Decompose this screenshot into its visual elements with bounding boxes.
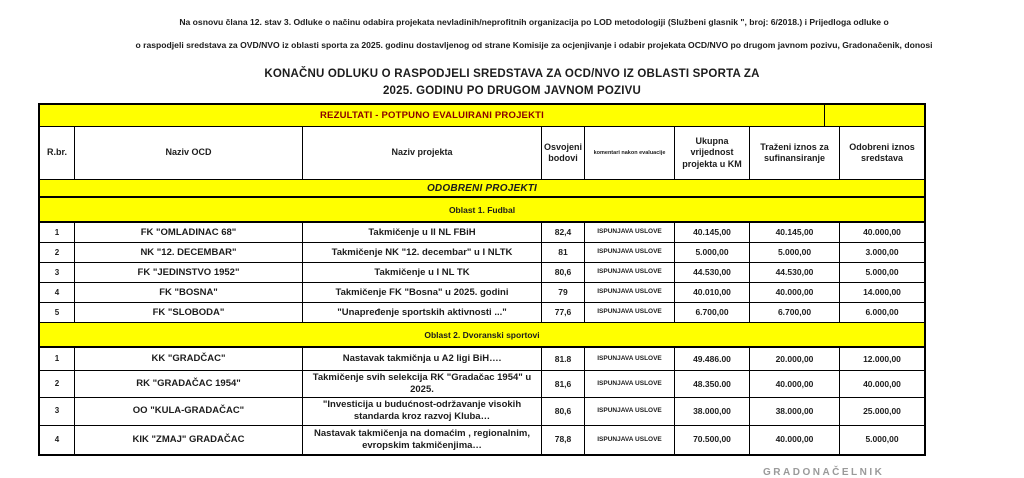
cell-odobreni-iznos: 25.000,00 [863, 405, 901, 416]
cell-rbr: 2 [40, 371, 75, 397]
cell-trazeni-iznos: 40.000,00 [750, 283, 840, 302]
intro-line-1: Na osnovu člana 12. stav 3. Odluke o načinu odabira projekata nevladinih/neprofitnih organizacija po LOD metodologiji (Službeni glasnik ", broj: 6/2018.) i Prijedloga odluke o [179, 17, 889, 27]
cell-komentar: ISPUNJAVA USLOVE [585, 348, 675, 370]
cell-komentar: ISPUNJAVA USLOVE [585, 303, 675, 322]
cell-ukupna-vrijednost: 70.500,00 [675, 426, 750, 454]
oblast2-rows [40, 348, 924, 454]
cell-komentar: ISPUNJAVA USLOVE [585, 371, 675, 397]
cell-odobreni-iznos: 40.000,00 [863, 378, 901, 389]
banner-row [40, 105, 924, 127]
cell-trazeni-iznos: 5.000,00 [750, 243, 840, 262]
cell-rbr: 4 [40, 283, 75, 302]
cell-komentar: ISPUNJAVA USLOVE [585, 283, 675, 302]
cell-bodovi: 77,6 [542, 303, 585, 322]
column-header-row [40, 127, 924, 180]
cell-komentar: ISPUNJAVA USLOVE [585, 398, 675, 425]
intro-paragraph [55, 11, 1013, 57]
cell-ukupna-vrijednost: 44.530,00 [675, 263, 750, 282]
cell-odobreni-iznos: 6.000,00 [865, 307, 899, 318]
cell-rbr: 1 [40, 223, 75, 242]
cell-bodovi: 79 [542, 283, 585, 302]
cell-rbr: 1 [40, 348, 75, 370]
cell-trazeni-iznos: 40.145,00 [750, 223, 840, 242]
cell-bodovi: 81.8 [542, 348, 585, 370]
table-row [40, 223, 924, 243]
section-approved-header: ODOBRENI PROJEKTI [40, 180, 924, 198]
cell-komentar: ISPUNJAVA USLOVE [585, 243, 675, 262]
cell-trazeni-iznos: 40.000,00 [750, 371, 840, 397]
cell-naziv-projekta: Nastavak takmičnja u A2 ligi BiH…. [303, 348, 542, 370]
title-line-1: KONAČNU ODLUKU O RASPODJELI SREDSTAVA ZA OCD/NVO IZ OBLASTI SPORTA ZA [264, 68, 760, 80]
signature-line: GRADONAČELNIK [763, 467, 885, 478]
cell-trazeni-iznos: 20.000,00 [750, 348, 840, 370]
col-header-odobreni-iznos: Odobreni iznos sredstava [849, 141, 915, 163]
col-header-ukupna-vrijednost: Ukupna vrijednost projekta u KM [675, 127, 750, 179]
cell-naziv-ocd: RK "GRADAČAC 1954" [75, 371, 303, 397]
table-row [40, 283, 924, 303]
cell-naziv-ocd: FK "JEDINSTVO 1952" [75, 263, 303, 282]
cell-bodovi: 78,8 [542, 426, 585, 454]
intro-line-2: o raspodjeli sredstava za OVD/NVO iz oblasti sporta za 2025. godinu dostavljenog od strane Komisije za ocjenjivanje i odabir projekata OCD/NVO po drugom javnom pozivu, Gradonačenik, donosi [135, 40, 933, 50]
cell-odobreni-iznos: 5.000,00 [865, 434, 899, 445]
col-header-naziv-projekta: Naziv projekta [303, 127, 542, 179]
cell-naziv-projekta: Nastavak takmičenja na domaćim , regionalnim, evropskim takmičenjima… [303, 426, 542, 454]
cell-odobreni-iznos: 5.000,00 [865, 267, 899, 278]
cell-bodovi: 81,6 [542, 371, 585, 397]
cell-komentar: ISPUNJAVA USLOVE [585, 426, 675, 454]
cell-rbr: 4 [40, 426, 75, 454]
col-header-rbr: R.br. [40, 127, 75, 179]
cell-naziv-ocd: KIK "ZMAJ" GRADAČAC [75, 426, 303, 454]
title-line-2: 2025. GODINU PO DRUGOM JAVNOM POZIVU [382, 85, 642, 97]
table-row [40, 371, 924, 398]
cell-ukupna-vrijednost: 48.350.00 [675, 371, 750, 397]
cell-naziv-projekta: Takmičenje svih selekcija RK "Gradačac 1954" u 2025. [303, 371, 542, 397]
decision-title [0, 66, 1024, 100]
col-header-trazeni-iznos: Traženi iznos za sufinansiranje [750, 127, 840, 179]
cell-komentar: ISPUNJAVA USLOVE [585, 223, 675, 242]
cell-ukupna-vrijednost: 49.486.00 [675, 348, 750, 370]
cell-rbr: 3 [40, 398, 75, 425]
cell-rbr: 2 [40, 243, 75, 262]
cell-rbr: 3 [40, 263, 75, 282]
cell-ukupna-vrijednost: 40.145,00 [675, 223, 750, 242]
cell-odobreni-iznos: 40.000,00 [863, 227, 901, 238]
col-header-komentari: komentari nakon evaluacije [585, 127, 675, 179]
banner-label: REZULTATI - POTPUNO EVALUIRANI PROJEKTI [40, 105, 825, 126]
cell-naziv-ocd: FK "SLOBODA" [75, 303, 303, 322]
table-row [40, 263, 924, 283]
section-oblast1-header: Oblast 1. Fudbal [40, 198, 924, 223]
table-row [40, 243, 924, 263]
cell-bodovi: 80,6 [542, 263, 585, 282]
section-oblast2-header: Oblast 2. Dvoranski sportovi [40, 323, 924, 348]
cell-bodovi: 82,4 [542, 223, 585, 242]
table-row [40, 303, 924, 323]
cell-bodovi: 81 [542, 243, 585, 262]
cell-naziv-ocd: FK "OMLADINAC 68" [75, 223, 303, 242]
cell-odobreni-iznos: 3.000,00 [865, 247, 899, 258]
results-table [38, 103, 926, 456]
cell-trazeni-iznos: 38.000,00 [750, 398, 840, 425]
cell-naziv-projekta: Takmičenje NK "12. decembar" u I NLTK [303, 243, 542, 262]
oblast1-rows [40, 223, 924, 323]
cell-ukupna-vrijednost: 40.010,00 [675, 283, 750, 302]
col-header-osvojeni-bodovi: Osvojeni bodovi [542, 127, 585, 179]
banner-spacer [825, 105, 924, 126]
cell-naziv-projekta: Takmičenje u I NL TK [303, 263, 542, 282]
cell-trazeni-iznos: 40.000,00 [750, 426, 840, 454]
cell-naziv-projekta: "Unapređenje sportskih aktivnosti ..." [303, 303, 542, 322]
cell-trazeni-iznos: 6.700,00 [750, 303, 840, 322]
cell-ukupna-vrijednost: 6.700,00 [675, 303, 750, 322]
cell-naziv-ocd: KK "GRADČAC" [75, 348, 303, 370]
cell-naziv-projekta: "Investicija u budućnost-održavanje visokih standarda kroz razvoj Kluba… [303, 398, 542, 425]
cell-naziv-ocd: FK "BOSNA" [75, 283, 303, 302]
col-header-naziv-ocd: Naziv OCD [75, 127, 303, 179]
table-row [40, 348, 924, 371]
cell-naziv-ocd: NK "12. DECEMBAR" [75, 243, 303, 262]
cell-rbr: 5 [40, 303, 75, 322]
cell-trazeni-iznos: 44.530,00 [750, 263, 840, 282]
cell-bodovi: 80,6 [542, 398, 585, 425]
table-row [40, 398, 924, 426]
cell-odobreni-iznos: 14.000,00 [863, 287, 901, 298]
cell-ukupna-vrijednost: 38.000,00 [675, 398, 750, 425]
cell-naziv-ocd: OO "KULA-GRADAČAC" [75, 398, 303, 425]
cell-komentar: ISPUNJAVA USLOVE [585, 263, 675, 282]
cell-odobreni-iznos: 12.000,00 [863, 353, 901, 364]
cell-naziv-projekta: Takmičenje FK "Bosna" u 2025. godini [303, 283, 542, 302]
cell-naziv-projekta: Takmičenje u II NL FBiH [303, 223, 542, 242]
cell-ukupna-vrijednost: 5.000,00 [675, 243, 750, 262]
table-row [40, 426, 924, 454]
